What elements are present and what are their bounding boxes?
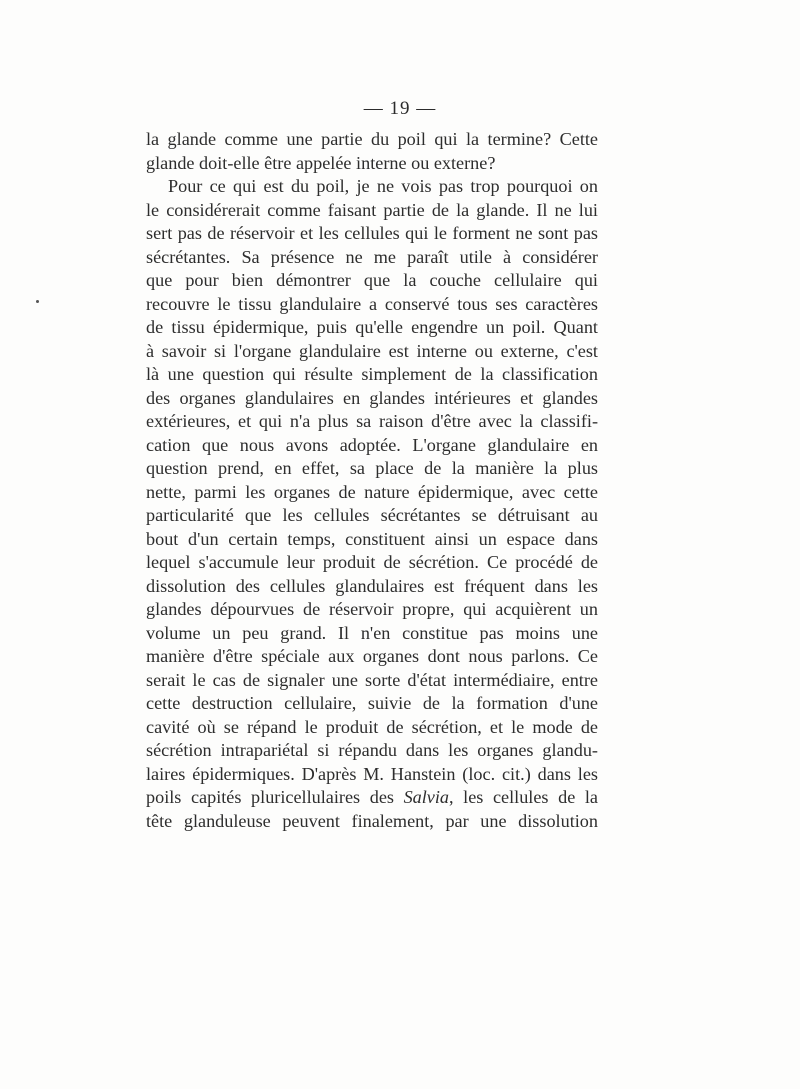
text-line: dissolution des cellules glandulaires est fréquent dans les (146, 575, 598, 596)
text-line: cavité où se répand le produit de sécrétion, et le mode de (146, 716, 598, 737)
text-line: sécrétion intrapariétal si répandu dans les organes glandu- (146, 740, 598, 760)
text-line: glande doit-elle être appelée interne ou externe? (146, 152, 496, 173)
page-speck (36, 300, 39, 303)
text-line: que pour bien démontrer que la couche cellulaire qui (146, 270, 598, 290)
text-line: des organes glandulaires en glandes intérieures et glandes (146, 387, 598, 408)
text-line: le considérerait comme faisant partie de la glande. Il ne lui (146, 199, 598, 220)
text-line: manière d'être spéciale aux organes dont nous parlons. Ce (146, 646, 598, 666)
text-line: la glande comme une partie du poil qui la termine? Cette (146, 129, 598, 149)
text-line: à savoir si l'organe glandulaire est interne ou externe, c'est (146, 340, 598, 361)
text-fragment: , les cellules de la (449, 787, 598, 807)
text-line: recouvre le tissu glandulaire a conservé tous ses caractères (146, 293, 598, 314)
text-line: de tissu épidermique, puis qu'elle engendre un poil. Quant (146, 317, 598, 337)
text-line: cette destruction cellulaire, suivie de la formation d'une (146, 693, 598, 713)
text-line: bout d'un certain temps, constituent ainsi un espace dans (146, 528, 598, 549)
text-line: cation que nous avons adoptée. L'organe glandulaire en (146, 434, 598, 455)
text-line: Pour ce qui est du poil, je ne vois pas trop pourquoi on (168, 176, 598, 196)
italic-term: Salvia (403, 787, 450, 807)
body-text (146, 128, 598, 833)
text-line: laires épidermiques. D'après M. Hanstein (loc. cit.) dans les (146, 763, 598, 784)
text-line: lequel s'accumule leur produit de sécrétion. Ce procédé de (146, 552, 598, 572)
text-line: sécrétantes. Sa présence ne me paraît utile à considérer (146, 246, 598, 267)
text-line: serait le cas de signaler une sorte d'état intermédiaire, entre (146, 669, 598, 690)
text-line: là une question qui résulte simplement de la classification (146, 364, 598, 384)
text-line: extérieures, et qui n'a plus sa raison d'être avec la classifi- (146, 411, 598, 431)
text-line: particularité que les cellules sécrétantes se détruisant au (146, 505, 598, 525)
text-line (146, 786, 598, 810)
text-fragment: poils capités pluricellulaires des (146, 787, 404, 807)
page-number: — 19 — (363, 98, 437, 119)
text-line: sert pas de réservoir et les cellules qui le forment ne sont pas (146, 223, 598, 243)
text-line: volume un peu grand. Il n'en constitue pas moins une (146, 622, 598, 643)
text-line: tête glanduleuse peuvent finalement, par une dissolution (146, 810, 598, 831)
text-line: nette, parmi les organes de nature épidermique, avec cette (146, 481, 598, 502)
text-line: glandes dépourvues de réservoir propre, qui acquièrent un (146, 599, 598, 619)
text-line: question prend, en effet, sa place de la manière la plus (146, 458, 598, 478)
